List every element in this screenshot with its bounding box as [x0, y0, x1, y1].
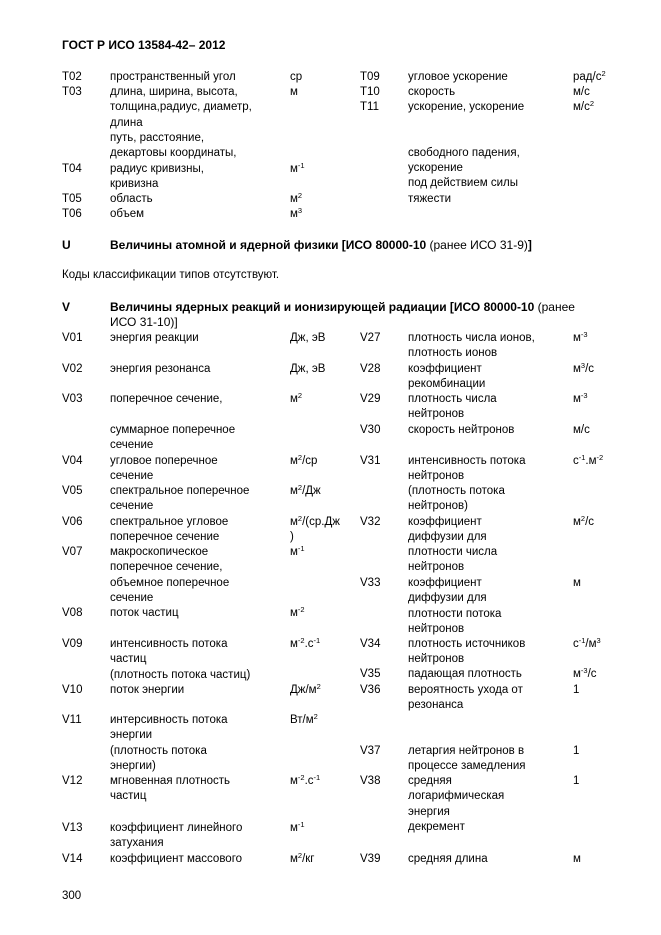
t-table-unit: рад/$с^2$	[573, 69, 606, 83]
t-table-code: T11	[360, 101, 379, 113]
v-table-quantity-name-line: суммарное поперечное	[110, 424, 236, 436]
v-table-quantity-name	[110, 683, 184, 698]
v-table-quantity-name-line: логарифмическая	[408, 790, 505, 803]
v-table-quantity-name-line: коэффициент	[408, 577, 482, 589]
t-table-unit: $м/с^2$	[573, 99, 595, 113]
v-table-code: V05	[62, 485, 83, 497]
v-table-quantity-name	[408, 744, 526, 775]
v-table-quantity-name-line: диффузии для	[408, 592, 487, 605]
t-table-quantity-name	[110, 207, 144, 222]
v-table-code: V32	[360, 516, 381, 528]
v-table-quantity-name	[110, 362, 210, 377]
v-table-quantity-name	[110, 606, 179, 621]
v-table-quantity-name-line: нейтронов	[408, 561, 465, 574]
t-table-quantity-name	[110, 85, 252, 161]
v-table-quantity-name	[110, 331, 199, 346]
t-table-code: T05	[62, 193, 82, 205]
t-table-quantity-name-line: путь, расстояние,	[110, 131, 205, 144]
v-table-quantity-name-line: коэффициент	[408, 363, 482, 375]
v-table-code: V09	[62, 638, 83, 650]
section-u-title-end: ]	[527, 238, 532, 252]
t-table-unit: м	[290, 86, 298, 98]
v-table-quantity-name-line: поток частиц	[110, 607, 179, 619]
page-number: 300	[62, 890, 82, 902]
v-table-unit: $м^{-1}$	[290, 820, 305, 834]
t-table-quantity-name-line	[408, 131, 524, 146]
v-table-quantity-name-line: плотность числа ионов,	[408, 332, 535, 344]
v-table-unit: м	[573, 577, 581, 589]
v-table-quantity-name-line: спектральное угловое	[110, 516, 229, 528]
v-table-quantity-name	[408, 423, 514, 438]
v-table-quantity-name-line: энергия реакции	[110, 332, 199, 344]
v-table-code: V03	[62, 393, 83, 405]
t-table-quantity-name-line: ускорение	[408, 162, 463, 175]
t-table-quantity-name	[408, 85, 455, 100]
t-table-quantity-name-line: длина	[110, 116, 143, 129]
section-v-letter: V	[62, 300, 71, 314]
v-table-unit: $Вт/м^2$	[290, 712, 318, 726]
v-table-quantity-name-line: коэффициент	[408, 516, 482, 528]
v-table-quantity-name-line: плотности потока	[408, 607, 502, 620]
t-table-quantity-name	[408, 70, 508, 85]
section-u-title-bold: Величины атомной и ядерной физики [ИСО 80000-10	[110, 238, 427, 252]
v-table-unit: $м^{-1}$	[290, 544, 305, 558]
v-table-quantity-name	[110, 545, 229, 606]
t-table-unit: м/с	[573, 86, 590, 98]
v-table-quantity-name-line: сечение	[110, 500, 154, 513]
t-table-code: T02	[62, 71, 82, 83]
v-table-unit: $м^2/Дж$	[290, 483, 321, 497]
v-table-quantity-name	[110, 713, 228, 774]
v-table-quantity-name-line: поперечное сечение	[110, 531, 220, 544]
v-table-quantity-name	[408, 774, 504, 835]
v-table-quantity-name	[408, 454, 525, 485]
v-table-quantity-name-line: макроскопическое	[110, 546, 209, 558]
v-table-quantity-name-line: интенсивность потока	[110, 638, 228, 650]
v-table-quantity-name-line: процессе замедления	[408, 760, 526, 773]
v-table-quantity-name-line: нейтронов	[408, 408, 465, 421]
t-table-quantity-name-line: под действием силы	[408, 177, 519, 190]
t-table-quantity-name-line: свободного падения,	[408, 146, 520, 159]
t-table-code: T04	[62, 163, 82, 175]
v-table-code: V37	[360, 745, 381, 757]
v-table-unit: $м^2$	[290, 391, 303, 405]
v-table-quantity-name-line: (плотность потока	[408, 485, 505, 497]
v-table-unit: $м^2/кг$	[290, 851, 315, 865]
v-table-code: V38	[360, 775, 381, 787]
v-table-quantity-name	[110, 454, 218, 485]
v-table-code: V10	[62, 684, 83, 696]
v-table-code: V36	[360, 684, 381, 696]
v-table-code: V08	[62, 607, 83, 619]
v-table-quantity-name-line: коэффициент линейного	[110, 822, 243, 834]
t-table-quantity-name-line	[408, 115, 524, 130]
v-table-quantity-name-line: резонанса	[408, 699, 464, 712]
v-table-quantity-name-line: энергии)	[110, 759, 156, 772]
v-table-quantity-name	[408, 683, 523, 714]
v-table-code: V11	[62, 714, 82, 726]
v-table-quantity-name	[408, 362, 485, 393]
v-table-unit: $м^{-3}$	[573, 330, 588, 344]
t-table-unit: $м^{-1}$	[290, 161, 305, 175]
v-table-quantity-name	[110, 774, 230, 805]
t-table-quantity-name	[110, 162, 204, 193]
v-table-unit: Дж, эВ	[290, 363, 326, 375]
t-table-code: T03	[62, 86, 82, 98]
t-table-unit: ср	[290, 71, 303, 83]
v-table-quantity-name-line: падающая плотность	[408, 668, 522, 680]
v-table-quantity-name-line: плотность ионов	[408, 347, 498, 360]
v-table-quantity-name-line: коэффициент массового	[110, 853, 243, 865]
v-table-quantity-name	[408, 392, 497, 423]
v-table-quantity-name-line: нейтронов	[408, 470, 465, 483]
v-table-quantity-name-line: (плотность потока	[110, 744, 207, 757]
section-u-note: Коды классификации типов отсутствуют.	[62, 269, 280, 281]
v-table-quantity-name-line: средняя длина	[408, 853, 488, 865]
v-table-unit: $с^{-1}/м^3$	[573, 636, 601, 650]
v-table-quantity-name	[408, 576, 501, 637]
t-table-quantity-name-line: радиус кривизны,	[110, 163, 204, 175]
v-table-quantity-name	[408, 667, 522, 682]
t-table-unit: $м^3$	[290, 206, 303, 220]
section-v-title	[110, 300, 630, 331]
t-table-quantity-name	[110, 192, 153, 207]
t-table-quantity-name-line: угловое ускорение	[408, 71, 508, 83]
v-table-quantity-name	[110, 484, 249, 515]
v-table-unit: 1	[573, 684, 580, 696]
v-table-quantity-name	[110, 852, 242, 867]
v-table-quantity-name-line: частиц	[110, 790, 147, 803]
v-table-quantity-name-line: интерсивность потока	[110, 714, 228, 726]
v-table-quantity-name-line: энергии	[110, 729, 153, 742]
t-table-quantity-name-line: пространственный угол	[110, 71, 236, 83]
v-table-quantity-name-line: рекомбинации	[408, 378, 486, 391]
v-table-unit: Дж, эВ	[290, 332, 326, 344]
t-table-code: T10	[360, 86, 380, 98]
v-table-unit: 1	[573, 775, 580, 787]
v-table-code: V28	[360, 363, 381, 375]
v-table-quantity-name	[408, 545, 497, 576]
v-table-unit: $с^{-1}.м^{-2}$	[573, 453, 604, 467]
v-table-unit: м/с	[573, 424, 590, 436]
section-v-title-bold: Величины ядерных реакций и ионизирующей радиации [ИСО 80000-10	[110, 300, 535, 314]
t-table-quantity-name-line: длина, ширина, высота,	[110, 86, 238, 98]
v-table-code: V27	[360, 332, 381, 344]
t-table-quantity-name	[408, 100, 524, 207]
v-table-code: V33	[360, 577, 381, 589]
v-table-quantity-name	[110, 392, 223, 407]
v-table-code: V02	[62, 363, 83, 375]
v-table-quantity-name	[408, 637, 525, 668]
v-table-quantity-name-line: мгновенная плотность	[110, 775, 230, 787]
v-table-quantity-name	[408, 331, 535, 362]
v-table-quantity-name-line: поперечное сечение,	[110, 561, 223, 574]
v-table-quantity-name-line: вероятность ухода от	[408, 684, 523, 696]
v-table-unit: $м^2/(ср.Дж$ )	[290, 514, 340, 544]
v-table-unit: $м^{-3}$	[573, 391, 588, 405]
v-table-quantity-name-line: спектральное поперечное	[110, 485, 250, 497]
v-table-quantity-name-line: нейтронов	[408, 653, 465, 666]
v-table-unit: $м^{-2}$	[290, 605, 305, 619]
v-table-quantity-name-line: нейтронов)	[408, 500, 468, 513]
v-table-code: V07	[62, 546, 83, 558]
section-u-title	[110, 238, 630, 253]
v-table-unit: $м^2/с$	[573, 514, 595, 528]
v-table-quantity-name-line: сечение	[110, 591, 154, 604]
t-table-quantity-name-line: объем	[110, 208, 145, 220]
v-table-code: V13	[62, 822, 83, 834]
v-table-unit: $Дж/м^2$	[290, 682, 321, 696]
v-table-quantity-name	[110, 423, 235, 454]
v-table-quantity-name-line: плотности числа	[408, 546, 498, 558]
v-table-quantity-name-line: поток энергии	[110, 684, 185, 696]
v-table-quantity-name-line: сечение	[110, 470, 154, 483]
v-table-quantity-name	[408, 852, 488, 867]
v-table-code: V39	[360, 853, 381, 865]
v-table-quantity-name-line: угловое поперечное	[110, 455, 218, 467]
v-table-unit: $м^{-2}.с^{-1}$	[290, 773, 321, 787]
v-table-code: V01	[62, 332, 83, 344]
v-table-code: V35	[360, 668, 381, 680]
v-table-quantity-name-line: средняя	[408, 775, 452, 787]
v-table-quantity-name-line: сечение	[110, 439, 154, 452]
t-table-quantity-name-line: область	[110, 193, 153, 205]
v-table-unit: м	[573, 853, 581, 865]
t-table-quantity-name-line: декартовы координаты,	[110, 147, 237, 160]
v-table-unit: $м^2/ср$	[290, 453, 318, 467]
v-table-quantity-name-line: поперечное сечение,	[110, 393, 223, 405]
v-table-quantity-name-line: затухания	[110, 837, 164, 850]
v-table-unit: $м^{-3}/с$	[573, 666, 597, 680]
v-table-quantity-name-line: энергия	[408, 805, 450, 818]
v-table-quantity-name-line: плотность источников	[408, 638, 526, 650]
v-table-quantity-name	[110, 821, 242, 852]
v-table-quantity-name	[110, 637, 250, 683]
v-table-quantity-name-line: энергия резонанса	[110, 363, 211, 375]
v-table-quantity-name-line: интенсивность потока	[408, 455, 526, 467]
t-table-quantity-name-line: ускорение, ускорение	[408, 101, 525, 113]
v-table-quantity-name-line: скорость нейтронов	[408, 424, 515, 436]
v-table-quantity-name-line: летаргия нейтронов в	[408, 745, 525, 757]
t-table-code: T09	[360, 71, 380, 83]
document-header: ГОСТ Р ИСО 13584-42– 2012	[62, 38, 226, 52]
v-table-code: V14	[62, 853, 83, 865]
v-table-code: V31	[360, 455, 381, 467]
t-table-quantity-name-line: кривизна	[110, 178, 159, 191]
v-table-code: V04	[62, 455, 83, 467]
v-table-code: V29	[360, 393, 381, 405]
v-table-quantity-name-line: (плотность потока частиц)	[110, 668, 251, 681]
t-table-code: T06	[62, 208, 82, 220]
t-table-quantity-name-line: толщина,радиус, диаметр,	[110, 101, 252, 114]
v-table-quantity-name	[408, 515, 487, 546]
v-table-quantity-name	[110, 515, 228, 546]
v-table-code: V34	[360, 638, 381, 650]
v-table-code: V30	[360, 424, 381, 436]
section-u-letter: U	[62, 238, 71, 252]
t-table-quantity-name	[110, 70, 236, 85]
v-table-unit: 1	[573, 745, 580, 757]
v-table-unit: $м^{-2}.с^{-1}$	[290, 636, 321, 650]
v-table-quantity-name-line: объемное поперечное	[110, 576, 230, 589]
section-v-title-light: (ранее	[534, 300, 575, 314]
v-table-code: V12	[62, 775, 83, 787]
v-table-quantity-name	[408, 484, 505, 515]
v-table-code: V06	[62, 516, 83, 528]
v-table-quantity-name-line: плотность числа	[408, 393, 497, 405]
section-u-title-light: (ранее ИСО 31-9)	[426, 238, 528, 252]
v-table-quantity-name-line: диффузии для	[408, 531, 487, 544]
t-table-quantity-name-line: тяжести	[408, 192, 452, 205]
v-table-quantity-name-line: декремент	[408, 820, 465, 833]
v-table-quantity-name-line: частиц	[110, 653, 147, 666]
section-v-title-line2: ИСО 31-10)]	[110, 315, 178, 330]
t-table-quantity-name-line: скорость	[408, 86, 456, 98]
t-table-unit: $м^2$	[290, 191, 303, 205]
v-table-quantity-name-line: нейтронов	[408, 622, 465, 635]
v-table-unit: $м^3/с$	[573, 361, 595, 375]
